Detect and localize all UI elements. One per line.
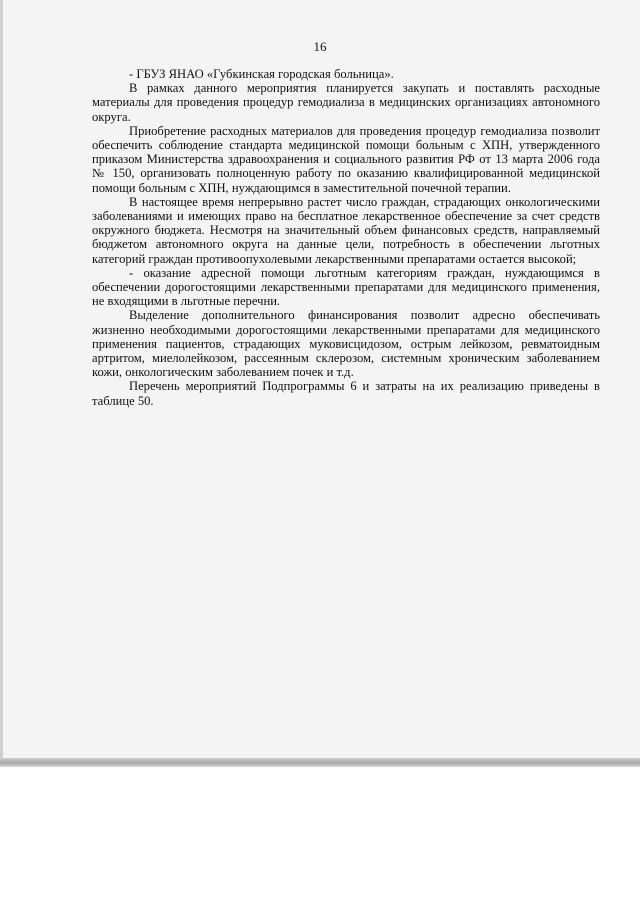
page-number: 16 <box>313 39 327 54</box>
paragraph-hemodialysis-supplies: В рамках данного мероприятия планируется закупать и поставлять расходные материалы для проведения процедур гемодиализа в медицинских организациях автономного округа. <box>92 81 600 124</box>
document-body <box>92 67 600 408</box>
paragraph-hospital-item: - ГБУЗ ЯНАО «Губкинская городская больница». <box>129 67 394 81</box>
paragraph-table-reference: Перечень мероприятий Подпрограммы 6 и затраты на их реализацию приведены в таблице 50. <box>92 379 600 408</box>
paragraph-targeted-assistance: - оказание адресной помощи льготным категориям граждан, нуждающимся в обеспечении дорогостоящими лекарственными препаратами для медицинского применения, не входящими в льготные перечни. <box>92 265 600 309</box>
paragraph-hemodialysis-standard: Приобретение расходных материалов для проведения процедур гемодиализа позволит обеспечить соблюдение стандарта медицинской помощи больным с ХПН, утвержденного приказом Министерства здравоохранения и социального развития РФ от 13 марта 2006 года № 150, организовать полноценную работу по оказанию квалифицированной медицинской помощи больным с ХПН, нуждающимся в заместительной почечной терапии. <box>92 123 600 195</box>
scan-bottom-edge <box>0 758 640 767</box>
scan-left-edge <box>0 0 3 765</box>
paragraph-additional-funding: Выделение дополнительного финансирования позволит адресно обеспечивать жизненно необходимыми дорогостоящими лекарственными препаратами для медицинского применения пациентов, страдающих муковисцидозом, острым лейкозом, ревматоидным артритом, миелолейкозом, рассеянным склерозом, системным хроническим заболеванием кожи, онкологическим заболеванием почек и т.д. <box>92 308 600 380</box>
paragraph-oncology-patients: В настоящее время непрерывно растет число граждан, страдающих онкологическими заболеваниями и имеющих право на бесплатное лекарственное обеспечение за счет средств окружного бюджета. Несмотря на значительный объем финансовых средств, направляемый бюджетом автономного округа на данные цели, потребность в обеспечении льготных категорий граждан противоопухолевыми лекарственными препаратами остается высокой; <box>92 194 600 266</box>
